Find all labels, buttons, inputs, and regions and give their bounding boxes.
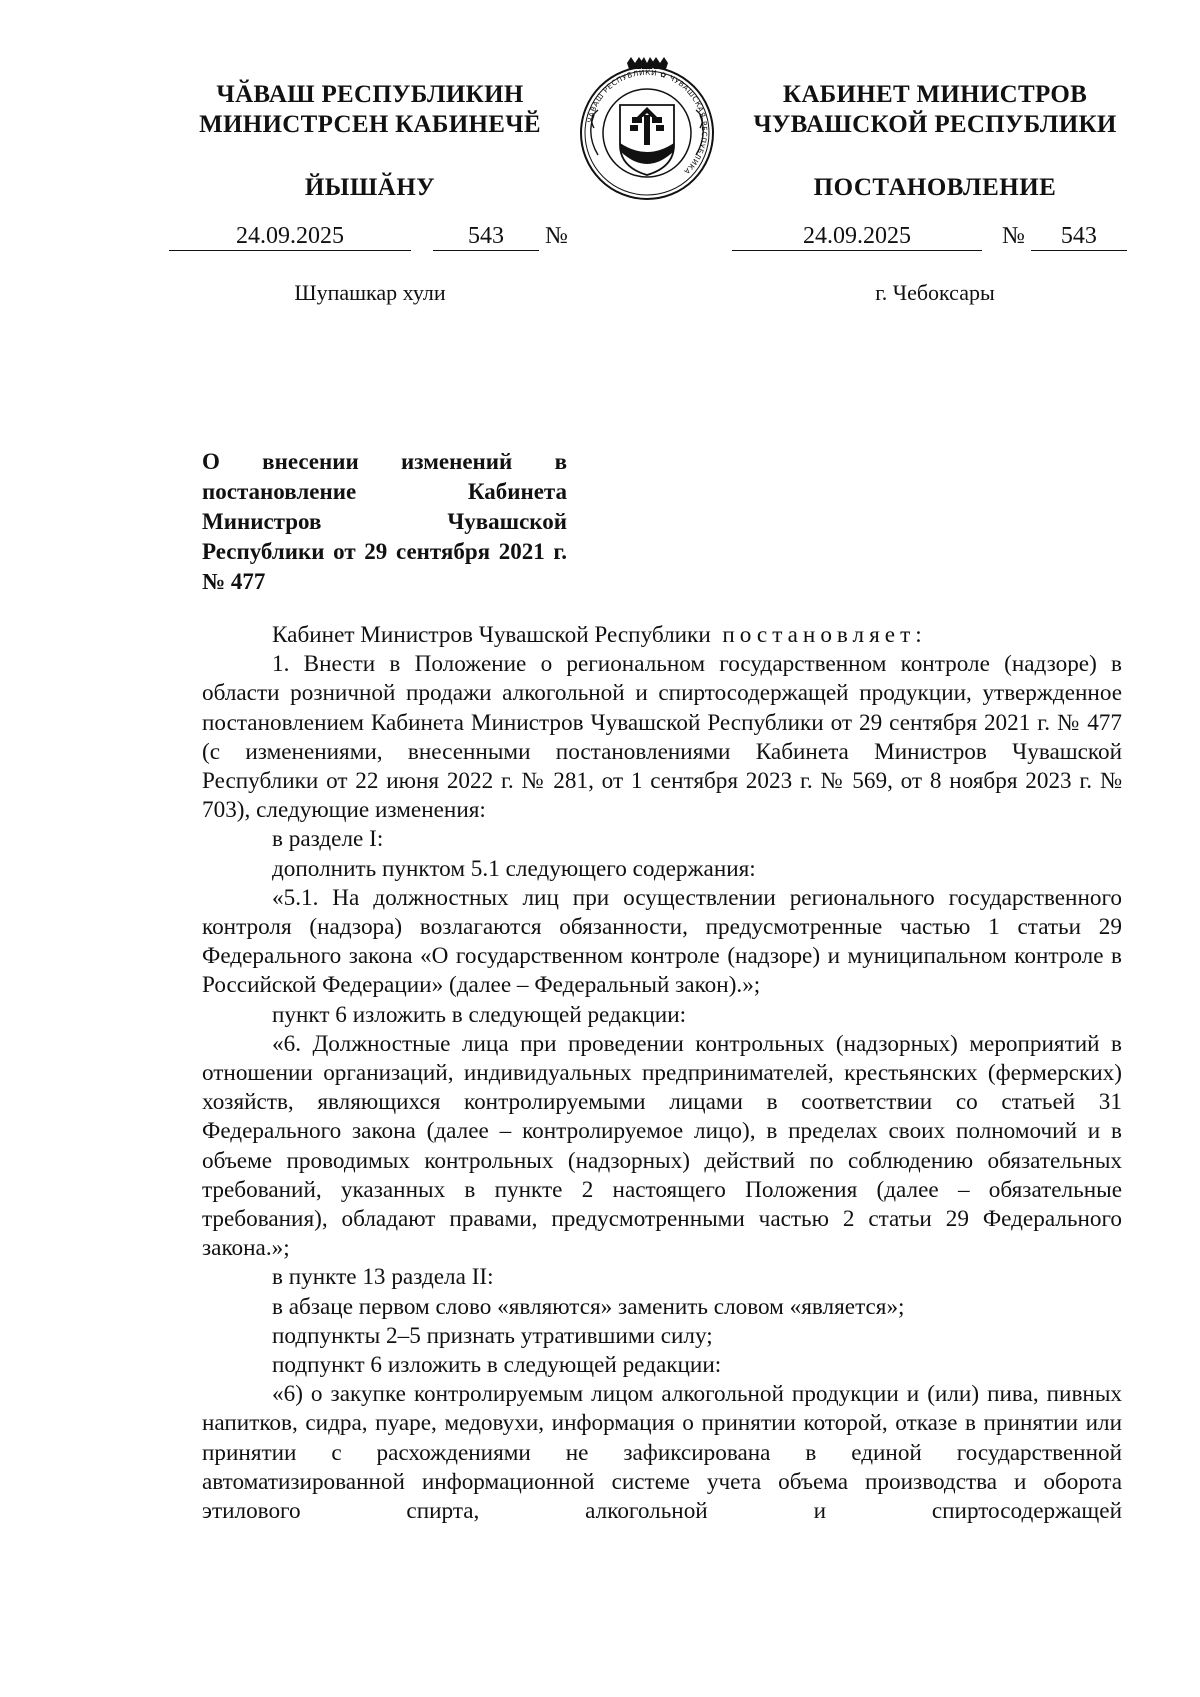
left-org-line1: ЧӐВАШ РЕСПУБЛИКИН: [216, 81, 524, 108]
body-paragraph: «5.1. На должностных лиц при осуществлении регионального государственного контроля (надзора) возлагаются обязанности, предусмотренные частью 1 статьи 29 Федерального закона «О государственном контроле (надзоре) и муниципальном контроле в Российской Федерации» (далее – Федеральный закон).»;: [202, 884, 1122, 999]
right-number-row: [732, 222, 1127, 251]
right-number: 543: [1031, 222, 1127, 251]
body-paragraph: «6. Должностные лица при проведении контрольных (надзорных) мероприятий в отношении организаций, индивидуальных предпринимателей, крестьянских (фермерских) хозяйств, являющихся контролируемыми лицами в соответствии со статьей 31 Федерального закона (далее – контролируемое лицо), в пределах своих полномочий и в объеме проводимых контрольных (надзорных) действий по соблюдению обязательных требований, указанных в пункте 2 настоящего Положения (далее – обязательные требования), обладают правами, предусмотренными частью 2 статьи 29 Федерального закона.»;: [202, 1030, 1122, 1262]
intro-prefix: Кабинет Министров Чувашской Республики: [272, 622, 711, 648]
left-doctype: ЙЫШӐНУ: [304, 174, 436, 201]
left-org-line2: МИНИСТРСЕН КАБИНЕЧӖ: [199, 111, 541, 138]
right-doctype: ПОСТАНОВЛЕНИЕ: [813, 174, 1057, 201]
left-no-sign: №: [545, 223, 568, 249]
body-paragraph: пункт 6 изложить в следующей редакции:: [272, 1001, 687, 1028]
header-left: [170, 80, 570, 202]
body-paragraph: в разделе I:: [272, 826, 384, 853]
intro-paragraph: [202, 621, 1122, 650]
right-org-line2: ЧУВАШСКОЙ РЕСПУБЛИКИ: [753, 111, 1117, 138]
left-number-row: [169, 222, 568, 251]
left-number: 543: [433, 222, 539, 251]
header-right: [730, 80, 1140, 202]
right-org-line1: КАБИНЕТ МИНИСТРОВ: [782, 81, 1088, 108]
city-left: Шупашкар хули: [294, 280, 446, 305]
intro-verb: постановляет:: [722, 622, 927, 648]
body-paragraph: 1. Внести в Положение о региональном государственном контроле (надзоре) в области розничной продажи алкогольной и спиртосодержащей продукции, утвержденное постановлением Кабинета Министров Чувашской Республики от 29 сентября 2021 г. № 477 (с изменениями, внесенными постановлениями Кабинета Министров Чувашской Республики от 22 июня 2022 г. № 281, от 1 сентября 2023 г. № 569, от 8 ноября 2023 г. № 703), следующие изменения:: [202, 651, 1122, 824]
city-right: г. Чебоксары: [875, 280, 995, 305]
body-paragraph: подпункты 2–5 признать утратившими силу;: [272, 1322, 713, 1349]
right-no-sign: №: [1002, 223, 1025, 249]
document-body: [202, 621, 1122, 1526]
body-paragraph: «6) о закупке контролируемым лицом алкогольной продукции и (или) пива, пивных напитков, сидра, пуаре, медовухи, информация о принятии которой, отказе в принятии или принятии с расхождениями не зафиксирована в единой государственной автоматизированной информационной системе учета объема производства и оборота этилового спирта, алкогольной и спиртосодержащей: [202, 1381, 1122, 1525]
coat-of-arms-emblem: [572, 55, 722, 205]
body-paragraph: в пункте 13 раздела II:: [272, 1264, 494, 1291]
document-subject: О внесении изменений в постановление Кабинета Министров Чувашской Республики от 29 сентября 2021 г. № 477: [202, 449, 567, 594]
body-paragraph: дополнить пунктом 5.1 следующего содержания:: [272, 855, 756, 882]
right-date: 24.09.2025: [732, 222, 982, 251]
left-date: 24.09.2025: [169, 222, 411, 251]
emblem-ring-text: ЧӐВАШ РЕСПУБЛИКИ ✿ ЧУВАШСКАЯ РЕСПУБЛИКА: [585, 67, 710, 177]
body-paragraph: в абзаце первом слово «являются» заменить словом «является»;: [272, 1293, 905, 1320]
body-paragraph: подпункт 6 изложить в следующей редакции:: [272, 1352, 722, 1379]
